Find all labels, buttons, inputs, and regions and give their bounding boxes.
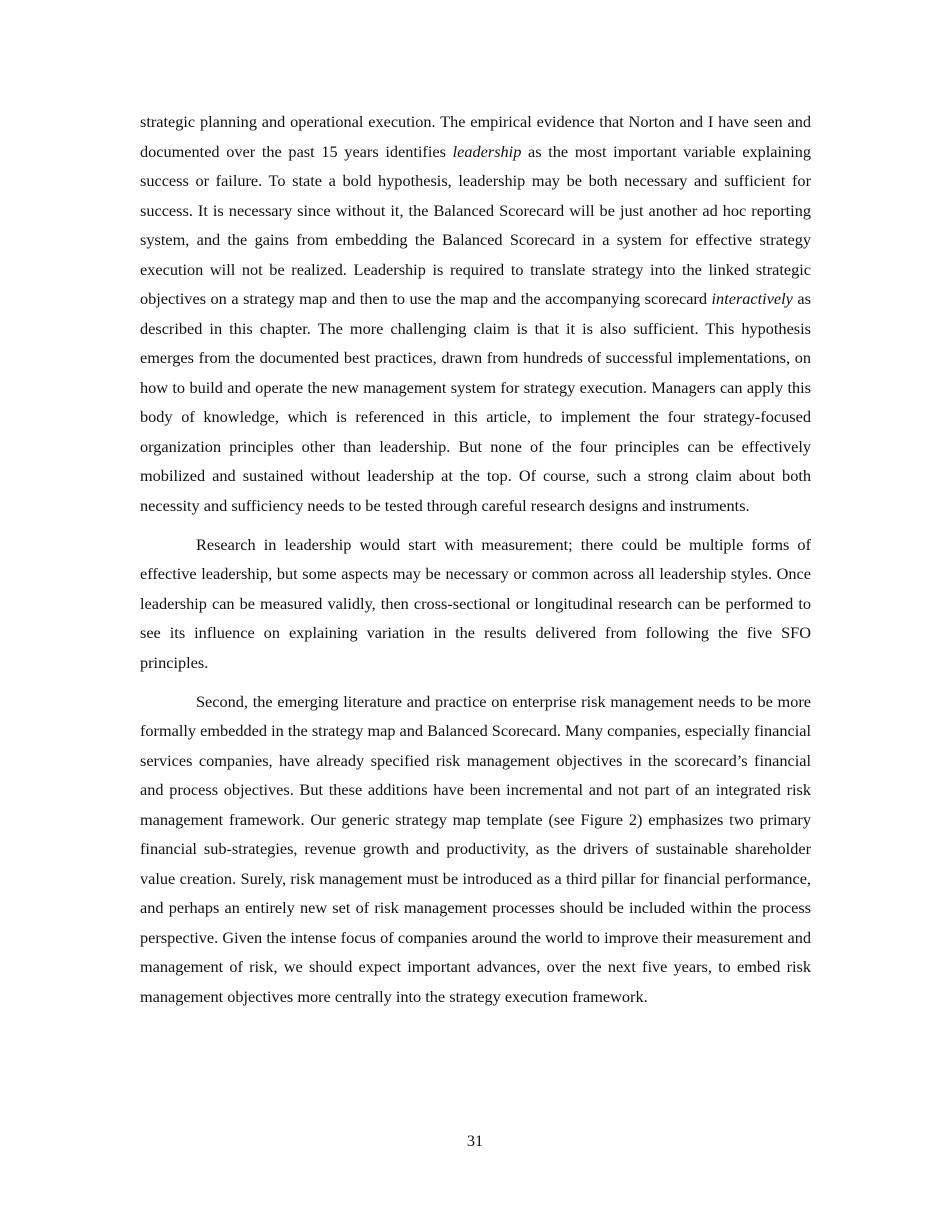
emphasis-leadership: leadership <box>452 141 522 161</box>
emphasis-interactively: interactively <box>711 289 793 308</box>
text-run: as described in this chapter. The more challenging claim is that it is also sufficient. This hypothesis emerges from the documented best practices, drawn from hundreds of successful implementations, on how to build and operate the new management system for strategy execution. Managers can apply this body of knowledge, which is referenced in this article, to implement the four strategy-focused organization principles other than leadership. But none of the four principles can be effectively mobilized and sustained without leadership at the top. Of course, such a strong claim about both necessity and sufficiency needs to be tested through careful research designs and instruments. <box>140 289 811 515</box>
paragraph-leadership <box>140 107 811 520</box>
paragraph-risk-management <box>140 687 811 1012</box>
body-text <box>140 107 811 1021</box>
page-number: 31 <box>466 1131 484 1150</box>
text-run: as the most important variable explaining success or failure. To state a bold hypothesis, leadership may be both necessary and sufficient for success. It is necessary since without it, the Balanced Scorecard will be just another ad hoc reporting system, and the gains from embedding the Balanced Scorecard in a system for effective strategy execution will not be realized. Leadership is required to translate strategy into the linked strategic objectives on a strategy map and then to use the map and the accompanying scorecard <box>140 141 812 308</box>
text-run: Second, the emerging literature and practice on enterprise risk management needs to be more formally embedded in the strategy map and Balanced Scorecard. Many companies, especially financial services companies, have already specified risk management objectives in the scorecard’s financial and process objectives. But these additions have been incremental and not part of an integrated risk management framework. Our generic strategy map template (see Figure 2) emphasizes two primary financial sub-strategies, revenue growth and productivity, as the drivers of sustainable shareholder value creation. Surely, risk management must be introduced as a third pillar for financial performance, and perhaps an entirely new set of risk management processes should be included within the process perspective. Given the intense focus of companies around the world to improve their measurement and management of risk, we should expect important advances, over the next five years, to embed risk management objectives more centrally into the strategy execution framework. <box>140 691 811 1006</box>
text-run: strategic planning and operational execution. The empirical evidence that Norton and I have seen and documented over the past 15 years identifies <box>140 112 811 161</box>
paragraph-research <box>140 530 811 678</box>
text-run: Research in leadership would start with measurement; there could be multiple forms of effective leadership, but some aspects may be necessary or common across all leadership styles. Once leadership can be measured validly, then cross-sectional or longitudinal research can be performed to see its influence on explaining variation in the results delivered from following the five SFO principles. <box>140 534 811 672</box>
